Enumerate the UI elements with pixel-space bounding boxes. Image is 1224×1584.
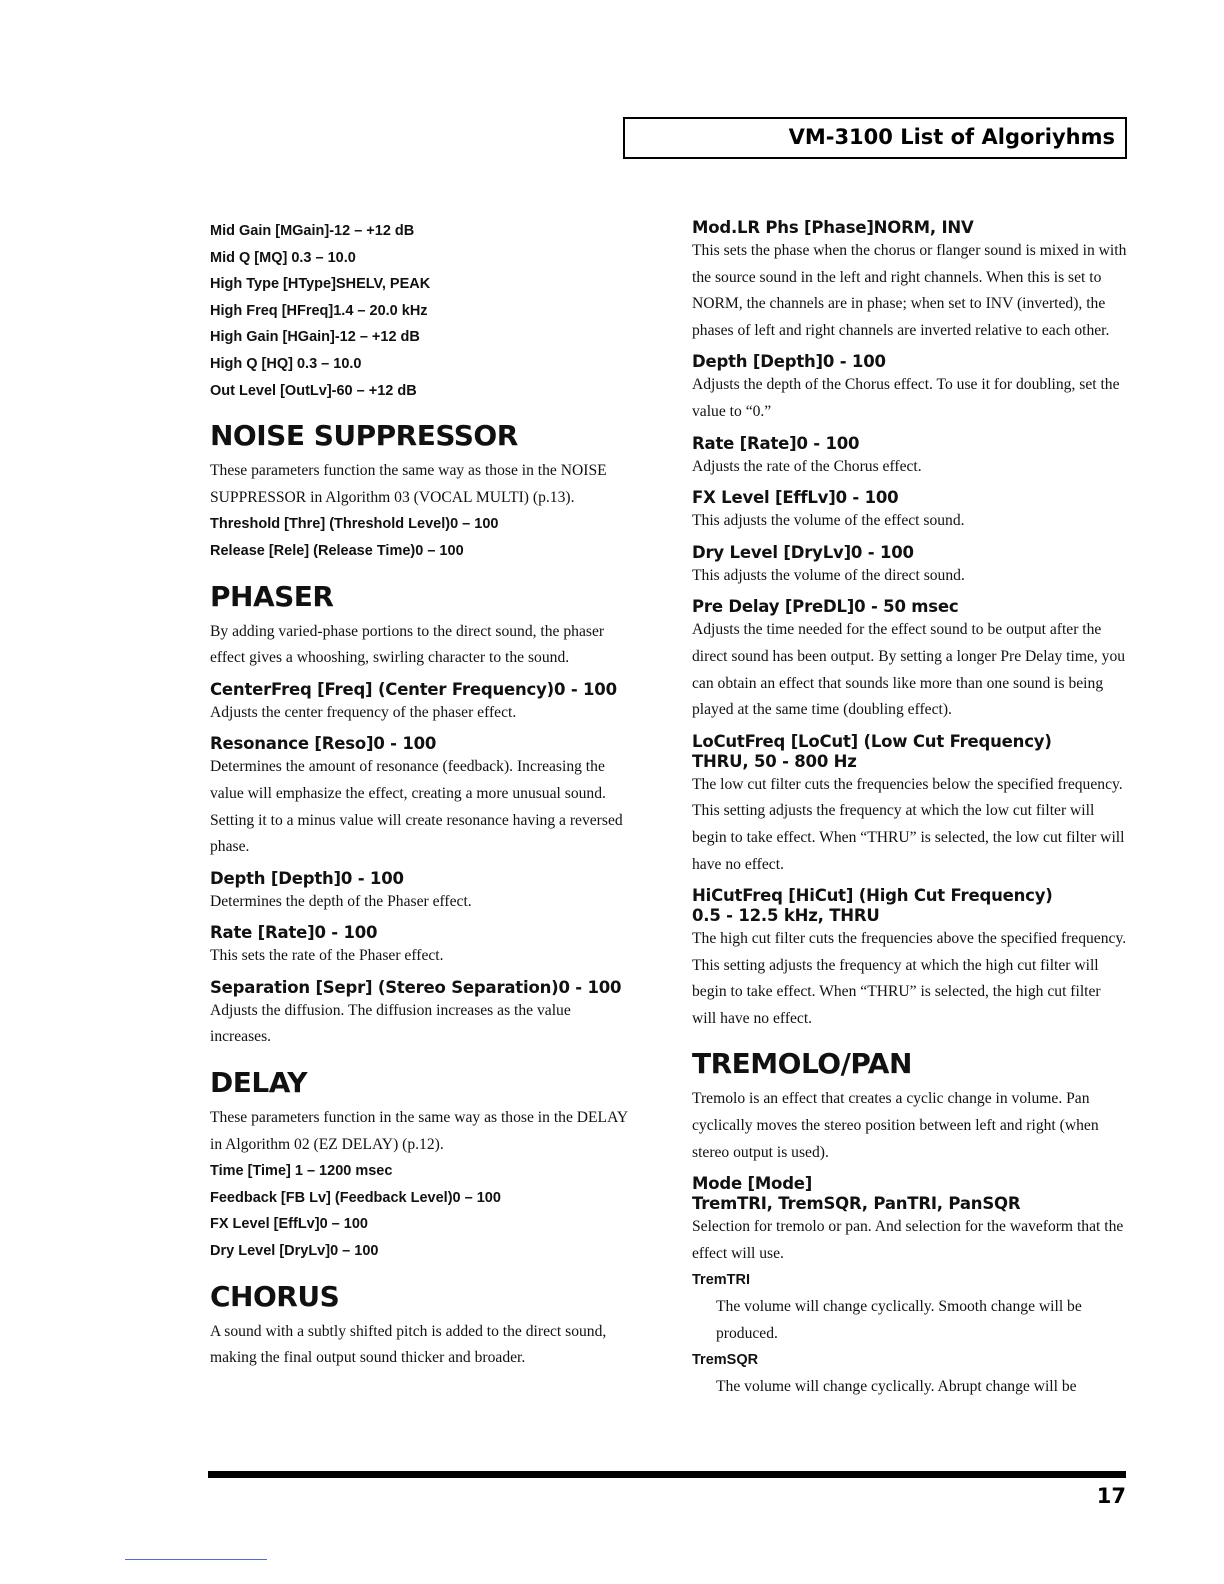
left-column	[210, 218, 630, 1372]
param-title: LoCutFreq [LoCut] (Low Cut Frequency)	[692, 731, 1052, 751]
option-name: TremSQR	[692, 1352, 759, 1369]
param-title-range: 0.5 - 12.5 kHz, THRU	[692, 906, 880, 926]
param-title: Mode [Mode]	[692, 1174, 813, 1194]
section-heading-tremolo-pan: TREMOLO/PAN	[692, 1047, 912, 1081]
section-heading-phaser: PHASER	[210, 579, 334, 613]
section-heading-delay: DELAY	[210, 1066, 307, 1100]
param-title: Separation [Sepr] (Stereo Separation)0 - 100	[210, 977, 622, 997]
param-title: HiCutFreq [HiCut] (High Cut Frequency)	[692, 886, 1053, 906]
param-line: Dry Level [DryLv]0 – 100	[210, 1243, 379, 1260]
param-title-range: TremTRI, TremSQR, PanTRI, PanSQR	[692, 1194, 1021, 1214]
param-description: This adjusts the volume of the effect sound.	[692, 512, 965, 530]
section-body: These parameters function in the same way as those in the DELAY in Algorithm 02 (EZ DELAY) (p.12).	[210, 1109, 628, 1153]
eq-param-list	[210, 218, 630, 404]
param-title-range: THRU, 50 - 800 Hz	[692, 751, 857, 771]
option-description: The volume will change cyclically. Smooth change will be produced.	[716, 1298, 1082, 1342]
param-title: Dry Level [DryLv]0 - 100	[692, 542, 914, 562]
param-description: Selection for tremolo or pan. And selection for the waveform that the effect will use.	[692, 1218, 1124, 1262]
param-title: Rate [Rate]0 - 100	[692, 433, 860, 453]
page-header-title: VM-3100 List of Algoriyhms	[788, 125, 1115, 149]
param-description: The low cut filter cuts the frequencies below the specified frequency. This setting adjusts the frequency at which the low cut filter will begin to take effect. When “THRU” is selected, the low cut filter will have no effect.	[692, 775, 1125, 873]
option-name: TremTRI	[692, 1272, 751, 1289]
section-body: A sound with a subtly shifted pitch is added to the direct sound, making the final output sound thicker and broader.	[210, 1322, 607, 1367]
param-title: Pre Delay [PreDL]0 - 50 msec	[692, 597, 959, 617]
param-title: CenterFreq [Freq] (Center Frequency)0 - 100	[210, 679, 617, 699]
section-body: By adding varied-phase portions to the direct sound, the phaser effect gives a whooshing, swirling character to the sound.	[210, 622, 605, 667]
scan-artifact-line	[125, 1559, 267, 1560]
param-line: Mid Gain [MGain]-12 – +12 dB	[210, 223, 415, 239]
param-line: Feedback [FB Lv] (Feedback Level)0 – 100	[210, 1189, 501, 1206]
param-line: Out Level [OutLv]-60 – +12 dB	[210, 382, 417, 399]
param-line: Time [Time] 1 – 1200 msec	[210, 1163, 393, 1180]
param-line: Release [Rele] (Release Time)0 – 100	[210, 542, 464, 559]
param-line: High Q [HQ] 0.3 – 10.0	[210, 355, 362, 372]
param-title: Rate [Rate]0 - 100	[210, 923, 378, 943]
param-line: High Gain [HGain]-12 – +12 dB	[210, 329, 420, 346]
param-line: FX Level [EffLv]0 – 100	[210, 1216, 368, 1233]
param-description: Adjusts the time needed for the effect sound to be output after the direct sound has been output. By setting a longer Pre Delay time, you can obtain an effect that sounds like more than one sound is being played at the same time (doubling effect).	[692, 621, 1126, 719]
param-title: FX Level [EffLv]0 - 100	[692, 488, 899, 508]
param-description: Adjusts the center frequency of the phaser effect.	[210, 703, 517, 721]
section-heading-noise-suppressor: NOISE SUPPRESSOR	[210, 419, 518, 453]
param-description: Determines the depth of the Phaser effect.	[210, 892, 472, 910]
footer-rule	[208, 1471, 1126, 1478]
param-title: Mod.LR Phs [Phase]NORM, INV	[692, 218, 974, 237]
page-number: 17	[1096, 1484, 1126, 1508]
option-description: The volume will change cyclically. Abrupt change will be	[716, 1377, 1077, 1395]
param-line: Mid Q [MQ] 0.3 – 10.0	[210, 249, 356, 266]
param-description: Adjusts the diffusion. The diffusion increases as the value increases.	[210, 1001, 571, 1046]
param-title: Resonance [Reso]0 - 100	[210, 734, 437, 754]
param-description: Adjusts the rate of the Chorus effect.	[692, 457, 922, 475]
param-description: The high cut filter cuts the frequencies above the specified frequency. This setting adjusts the frequency at which the high cut filter will begin to take effect. When “THRU” is selected, the high cut filter will have no effect.	[692, 930, 1127, 1027]
param-description: Determines the amount of resonance (feedback). Increasing the value will emphasize the effect, creating a more unusual sound. Setting it to a minus value will create resonance having a reversed phase.	[210, 758, 623, 856]
param-description: This sets the rate of the Phaser effect.	[210, 947, 444, 965]
param-description: This adjusts the volume of the direct sound.	[692, 566, 965, 584]
section-heading-chorus: CHORUS	[210, 1279, 340, 1313]
param-description: Adjusts the depth of the Chorus effect. To use it for doubling, set the value to “0.”	[692, 376, 1120, 420]
param-line: High Type [HType]SHELV, PEAK	[210, 276, 431, 293]
section-body: Tremolo is an effect that creates a cyclic change in volume. Pan cyclically moves the stereo position between left and right (when stereo output is used).	[692, 1090, 1099, 1161]
param-line: High Freq [HFreq]1.4 – 20.0 kHz	[210, 302, 428, 319]
param-line: Threshold [Thre] (Threshold Level)0 – 100	[210, 516, 499, 533]
param-title: Depth [Depth]0 - 100	[210, 868, 404, 888]
param-description: This sets the phase when the chorus or flanger sound is mixed in with the source sound in the left and right channels. When this is set to NORM, the channels are in phase; when set to INV (inverted), the phases of left and right channels are inverted relative to each other.	[692, 242, 1127, 339]
section-body: These parameters function the same way as those in the NOISE SUPPRESSOR in Algorithm 03 (VOCAL MULTI) (p.13).	[210, 462, 607, 506]
param-title: Depth [Depth]0 - 100	[692, 352, 886, 372]
header-box	[623, 117, 1127, 159]
right-column	[692, 218, 1128, 1400]
